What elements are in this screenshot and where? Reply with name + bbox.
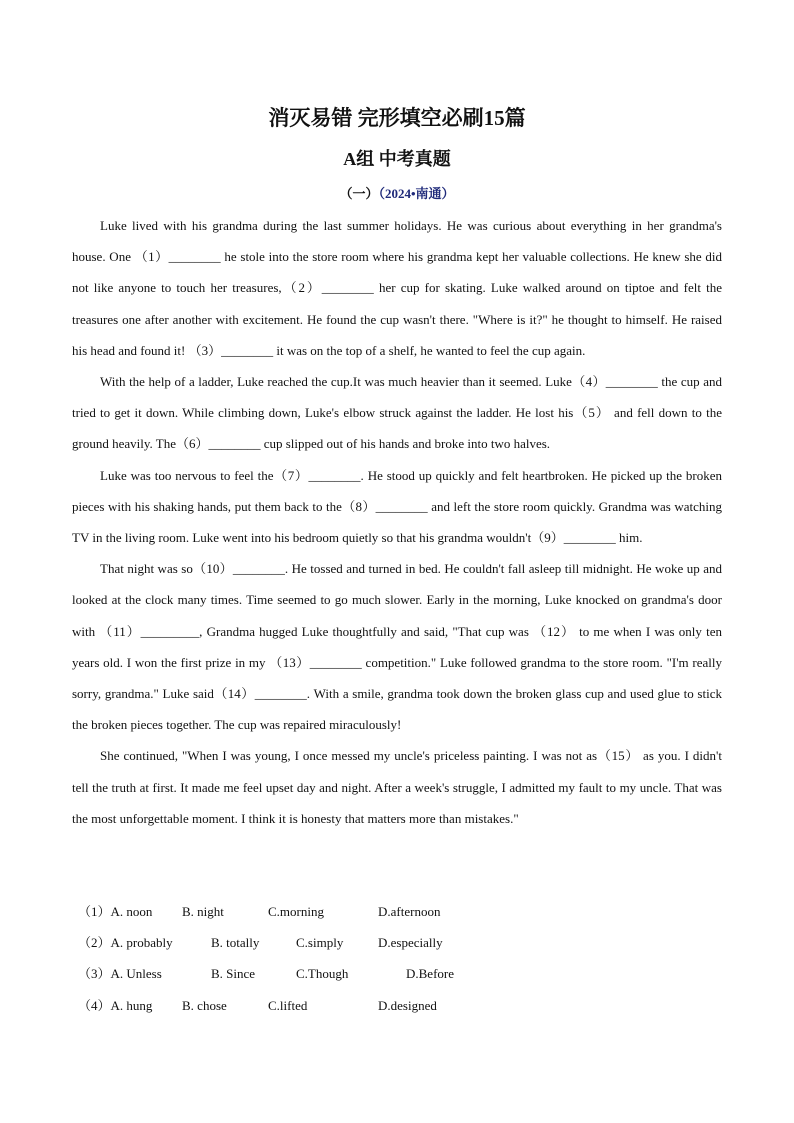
option-row: [72, 990, 722, 1021]
passage-body: [72, 210, 722, 834]
option-row: [72, 958, 722, 989]
option-row: [72, 927, 722, 958]
source-label: （2024•南通）: [378, 186, 455, 201]
option-c: C.Though: [296, 966, 349, 982]
option-c: C.lifted: [268, 997, 308, 1013]
option-a: （3）A. Unless: [78, 966, 162, 982]
passage-number: （一）: [339, 186, 379, 201]
option-b: B. Since: [211, 966, 256, 982]
option-d: D.especially: [378, 935, 443, 951]
option-b: B. chose: [182, 997, 227, 1013]
option-a: （2）A. probably: [78, 935, 173, 951]
paragraph: She continued, "When I was young, I once messed my uncle's priceless painting. I was not as（15） as you. I didn't tell the truth at first. It made me feel upset day and night. After a week's struggle, I admitted my fault to my uncle. That was the most unforgettable moment. I think it is honesty that matters more than mistakes.": [72, 748, 722, 826]
paragraph: That night was so（10）________. He tossed and turned in bed. He couldn't fall asleep till midnight. He woke up and looked at the clock many times. Time seemed to go much slower. Early in the morning, Luke knocked on grandma's door with （11）_________, Grandma hugged Luke thoughtfully and said, "That cup was （12） to me when I was only ten years old. I won the first prize in my （13）________ competition." Luke followed grandma to the store room. "I'm really sorry, grandma." Luke said（14）________. With a smile, grandma took down the broken glass cup and used glue to stick the broken pieces together. The cup was repaired miraculously!: [72, 561, 722, 733]
paragraph: With the help of a ladder, Luke reached the cup.It was much heavier than it seemed. Luke（4）________ the cup and tried to get it down. While climbing down, Luke's elbow struck against the ladder. He lost his（5） and fell down to the ground heavily. The（6）________ cup slipped out of his hands and broke into two halves.: [72, 374, 722, 452]
option-b: B. totally: [211, 935, 260, 951]
option-d: D.Before: [406, 966, 455, 982]
option-c: C.simply: [296, 935, 344, 951]
paragraph: Luke was too nervous to feel the（7）________. He stood up quickly and felt heartbroken. He picked up the broken pieces with his shaking hands, put them back to the（8）________ and left the store room quickly. Grandma was watching TV in the living room. Luke went into his bedroom quietly so that his grandma wouldn't（9）________ him.: [72, 467, 722, 546]
passage-source: [0, 183, 794, 202]
answer-options: [72, 896, 722, 1021]
option-row: [72, 896, 722, 927]
option-a: （1）A. noon: [78, 904, 153, 919]
section-subtitle: A组 中考真题: [343, 149, 451, 169]
page-title: 消灭易错 完形填空必刷15篇: [268, 106, 526, 130]
option-b: B. night: [182, 904, 224, 919]
option-d: D.designed: [378, 997, 437, 1013]
paragraph: Luke lived with his grandma during the last summer holidays. He was curious about everything in her grandma's house. One （1）________ he stole into the store room where his grandma kept her valuable collections. He knew she did not like anyone to touch her treasures,（2）________ her cup for skating. Luke walked around on tiptoe and felt the treasures one after another with excitement. He found the cup wasn't there. "Where is it?" he thought to himself. He raised his head and found it! （3）________ it was on the top of a shelf, he wanted to feel the cup again.: [72, 218, 722, 358]
option-c: C.morning: [268, 904, 324, 919]
option-d: D.afternoon: [378, 904, 441, 919]
option-a: （4）A. hung: [78, 997, 153, 1013]
